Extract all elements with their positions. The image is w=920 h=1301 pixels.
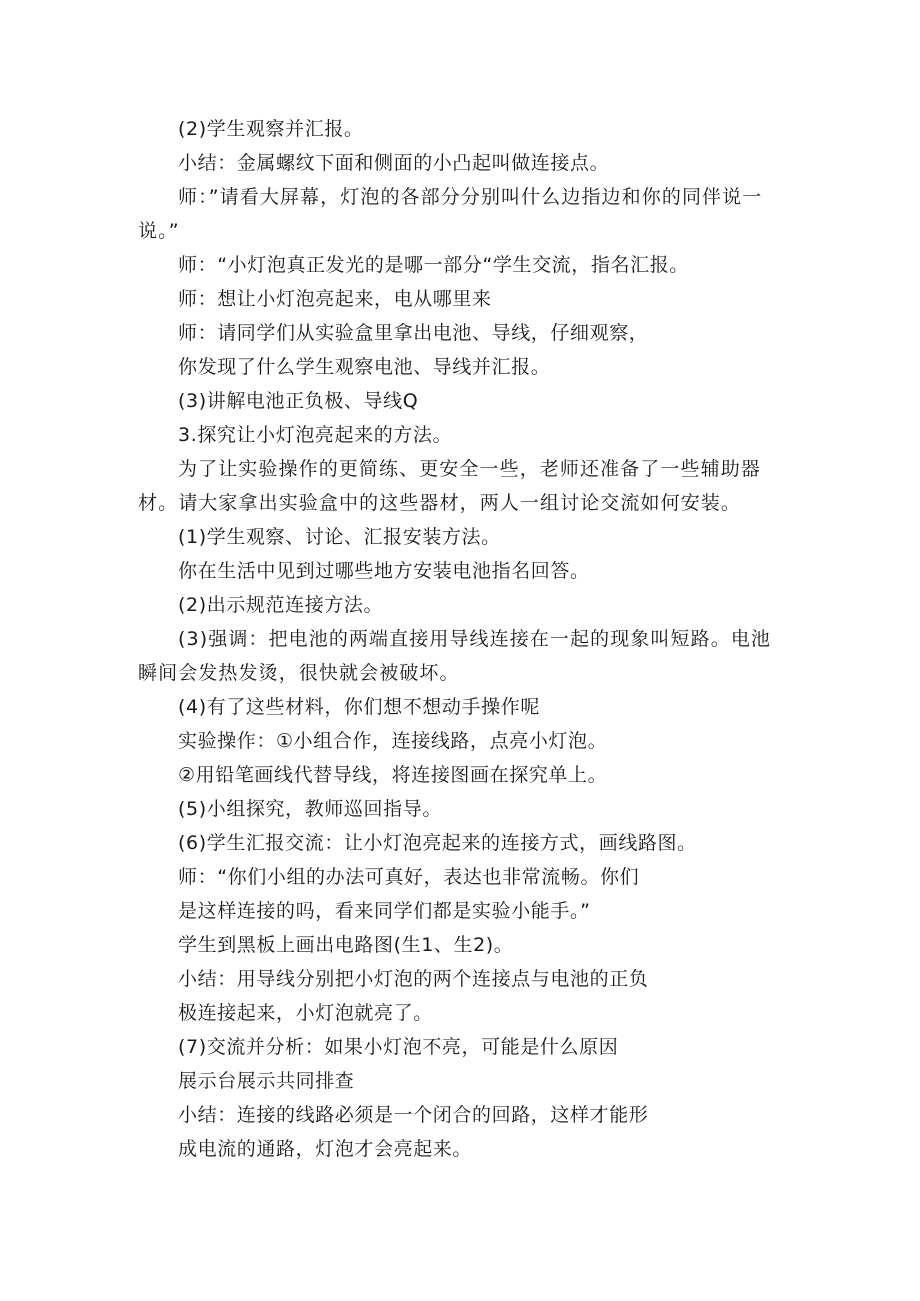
paragraph-line: 师：请同学们从实验盒里拿出电池、导线，仔细观察，	[178, 322, 649, 344]
paragraph-line: (2)学生观察并汇报。	[178, 118, 364, 140]
paragraph-line: 师：“你们小组的办法可真好，表达也非常流畅。你们	[178, 866, 640, 888]
paragraph-line: (1)学生观察、讨论、汇报安装方法。	[178, 526, 501, 548]
paragraph-line: (7)交流并分析：如果小灯泡不亮，可能是什么原因	[178, 1036, 619, 1058]
paragraph-line: (6)学生汇报交流：让小灯泡亮起来的连接方式，画线路图。	[178, 832, 697, 854]
paragraph-wrapped: 为了让实验操作的更简练、更安全一些，老师还准备了一些辅助器材。请大家拿出实验盒中的这些器材，两人一组讨论交流如何安装。	[138, 458, 761, 514]
paragraph-line: 你在生活中见到过哪些地方安装电池指名回答。	[178, 560, 590, 582]
paragraph-line: (3)讲解电池正负极、导线Q	[178, 390, 419, 412]
paragraph-line: 师：想让小灯泡亮起来，电从哪里来	[178, 288, 492, 310]
paragraph-line: 小结：金属螺纹下面和侧面的小凸起叫做连接点。	[178, 152, 610, 174]
paragraph-line: 是这样连接的吗，看来同学们都是实验小能手。”	[178, 900, 591, 922]
paragraph-line: ②用铅笔画线代替导线，将连接图画在探究单上。	[178, 764, 608, 786]
paragraph-line: 3.探究让小灯泡亮起来的方法。	[178, 424, 453, 446]
paragraph-line: 极连接起来，小灯泡就亮了。	[178, 1002, 433, 1024]
paragraph-line: (5)小组探究，教师巡回指导。	[178, 798, 442, 820]
paragraph-line: 实验操作：①小组合作，连接线路，点亮小灯泡。	[178, 730, 608, 752]
document-body	[138, 112, 788, 1166]
paragraph-line: 小结：用导线分别把小灯泡的两个连接点与电池的正负	[178, 968, 649, 990]
paragraph-wrapped: (3)强调：把电池的两端直接用导线连接在一起的现象叫短路。电池瞬间会发热发烫，很快就会被破坏。	[138, 628, 772, 684]
paragraph-wrapped: 师：”请看大屏幕，灯泡的各部分分别叫什么边指边和你的同伴说一说。”	[138, 186, 763, 242]
paragraph-line: (4)有了这些材料，你们想不想动手操作呢	[178, 696, 540, 718]
paragraph-line: 学生到黑板上画出电路图(生1、生2)。	[178, 934, 514, 956]
paragraph-line: 成电流的通路，灯泡才会亮起来。	[178, 1138, 473, 1160]
paragraph-line: 小结：连接的线路必须是一个闭合的回路，这样才能形	[178, 1104, 649, 1126]
paragraph-line: 你发现了什么学生观察电池、导线并汇报。	[178, 356, 551, 378]
paragraph-line: (2)出示规范连接方法。	[178, 594, 384, 616]
paragraph-line: 师：“小灯泡真正发光的是哪一部分“学生交流，指名汇报。	[178, 254, 689, 276]
paragraph-line: 展示台展示共同排查	[178, 1070, 355, 1092]
